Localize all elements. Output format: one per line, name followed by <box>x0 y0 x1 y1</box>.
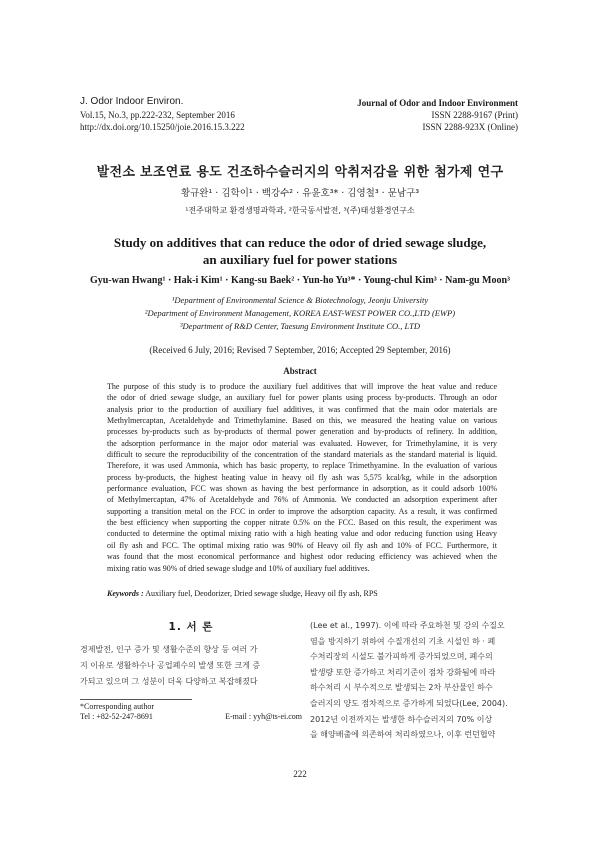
keywords-label: Keywords : <box>107 589 144 598</box>
body-line: 염을 방지하기 위하여 수질개선의 기초 시설인 하 · 폐 <box>310 636 496 646</box>
body-line: 하수처리 시 부수적으로 발생되는 2차 부산물인 하수 <box>310 683 493 693</box>
affiliation-line: ³Department of R&D Center, Taesung Environment Institute CO., LTD <box>180 321 420 331</box>
english-title-line: Study on additives that can reduce the odor of dried sewage sludge, <box>113 235 487 250</box>
keywords <box>107 589 497 598</box>
abstract-line: difficult to secure the reproducibility of the concentration of the standard materials as the standard material is liquid. <box>107 450 497 460</box>
abstract-line: process by-products, the highest heating value in heavy oil fly ash was 5,575 kcal/kg, while in the adsorption <box>107 472 497 482</box>
abstract-line: The purpose of this study is to produce the auxiliary fuel additives that will improve the heat value and reduce <box>107 382 497 391</box>
body-line: 2012년 이전까지는 발생한 하수슬러지의 70% 이상 <box>310 714 493 724</box>
body-line: 을 해양배출에 의존하여 처리하였으나, 이후 런던협약 <box>310 730 496 740</box>
footnote-label: *Corresponding author <box>80 702 154 711</box>
abstract-line: conducted to determine the optimal mixing ratio with a high heating value and odor reducing function using Heavy <box>107 529 497 539</box>
abstract-line: mixing ratio was 90% of dried sewage sludge and 10% of auxiliary fuel additives. <box>107 563 370 573</box>
korean-title: 발전소 보조연료 용도 건조하수슬러지의 악취저감을 위한 첨가제 연구 <box>96 165 504 180</box>
footnote-tel: Tel : +82-52-247-8691 <box>80 712 153 721</box>
abstract-body <box>107 381 497 574</box>
body-line: 지 이유로 생활하수나 공업폐수의 발생 또한 크게 증 <box>80 661 261 670</box>
footnote-email[interactable]: E-mail : yyh@ts-ei.com <box>225 712 302 721</box>
abstract-line: the best efficiency when supporting the copper nitrate 0.5% on the FCC. Based on this result, the experiment was <box>107 518 497 528</box>
abstract-heading: Abstract <box>283 366 317 376</box>
affiliation-line: ²Department of Environment Management, KOREA EAST-WEST POWER CO.,LTD (EWP) <box>144 308 456 318</box>
english-title-line: an auxiliary fuel for power stations <box>202 252 398 267</box>
journal-issn-block <box>357 97 518 133</box>
section-heading-introduction: 1. 서 론 <box>168 621 214 633</box>
journal-full-title: Journal of Odor and Indoor Environment <box>357 98 518 108</box>
issn-online: ISSN 2288-923X (Online) <box>422 122 518 132</box>
english-title <box>0 234 600 268</box>
abstract-line: Methylmercaptan, Acetaldehyde and Trimethylamine. Based on this, we measured the heating value on various <box>107 416 497 426</box>
volume-info: Vol.15, No.3, pp.222-232, September 2016 <box>80 110 235 120</box>
abstract-line: Therefore, it was used Ammonia, which has basic property, to replace Trimethyamine. In the evaluation of various <box>107 461 497 471</box>
abstract-line: oil fly ash and FCC. The optimal mixing ratio was 90% of Heavy oil fly ash and 10% of FCC. Furthermore, it <box>107 540 497 550</box>
body-right-column <box>310 618 522 743</box>
abstract-line: analysis prior to the production of auxiliary fuel additives, it was confirmed that the main odor materials are <box>107 404 497 414</box>
footnote-divider <box>80 699 192 700</box>
body-line: 슬러지의 양도 점차적으로 증가하게 되었다(Lee, 2004). <box>310 698 508 708</box>
korean-authors: 황규완¹ · 김학이¹ · 백강수² · 유윤호³* · 김영철³ · 문남구³ <box>180 188 420 199</box>
body-line: (Lee et al., 1997). 이에 따라 주요하천 및 강의 수질오 <box>310 621 505 630</box>
abstract-line: supporting a transition metal on the FCC in order to improve the adsorption capacity. As a result, it was confirmed <box>107 506 497 516</box>
body-line: 수처리장의 시설도 불가피하게 증가되었으며, 폐수의 <box>310 652 493 662</box>
keywords-list: Auxiliary fuel, Deodorizer, Dried sewage sludge, Heavy oil fly ash, RPS <box>145 589 378 598</box>
abstract-line: the adsorption performance in the major odor material was evaluated. However, for Trimethylamine, it is very <box>107 438 497 448</box>
page-number: 222 <box>293 769 307 779</box>
body-line: 발생량 또한 증가하고 처리기준이 점차 강화됨에 따라 <box>310 667 496 677</box>
abstract-line: of Methylmercaptan, 47% of Acetaldehyde and 76% of Ammonia. We conducted an adsorption experiment after <box>107 495 497 505</box>
journal-citation <box>80 96 245 133</box>
english-authors: Gyu-wan Hwang¹ · Hak-i Kim¹ · Kang-su Baek² · Yun-ho Yu³* · Young-chul Kim³ · Nam-gu Moon³ <box>89 275 511 286</box>
abstract-line: was found that the most economical performance and highest odor reducing efficiency was achieved when the <box>107 552 497 562</box>
abstract-line: the odor of dried sewage sludge, an auxiliary fuel for power plants using process by-products. Through an odor <box>107 393 497 403</box>
issn-print: ISSN 2288-9167 (Print) <box>431 110 518 120</box>
abstract-line: performance evaluation, FCC was shown as having the best performance in adsorption, as it could adsorb 100% <box>107 484 497 494</box>
abstract-line: processes by-products such as by-products of thermal power generation and by-products of refinery. In addition, <box>107 427 497 437</box>
body-line: 경제발전, 인구 증가 및 생활수준의 향상 등 여러 가 <box>80 645 258 654</box>
body-left-column <box>80 642 302 690</box>
english-affiliations <box>0 294 600 333</box>
journal-abbrev: J. Odor Indoor Environ. <box>80 96 184 107</box>
doi-link[interactable]: http://dx.doi.org/10.15250/joie.2016.15.3.222 <box>80 122 245 132</box>
affiliation-line: ¹Department of Environmental Science & Biotechnology, Jeonju University <box>171 295 429 305</box>
body-line: 가되고 있으며 그 성분이 더욱 다양하고 복잡해졌다 <box>80 677 258 686</box>
korean-affiliations: ¹전주대학교 환경생명과학과, ²한국동서발전, ³(주)태성환경연구소 <box>185 206 415 215</box>
received-dates: (Received 6 July, 2016; Revised 7 September, 2016; Accepted 29 September, 2016) <box>149 345 451 355</box>
corresponding-author-footnote <box>80 702 302 722</box>
